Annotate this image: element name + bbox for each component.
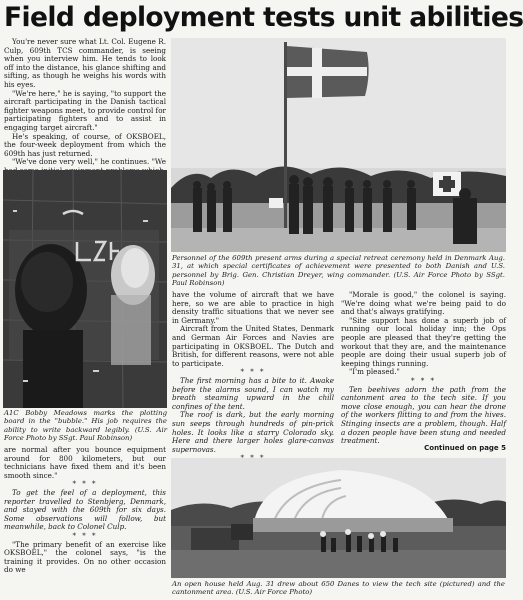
paragraph: "We've done very well," he continues. "We: [12, 157, 166, 167]
continued-on-page: Continued on page 5: [424, 444, 506, 452]
photo-plotting-board: [3, 170, 167, 408]
section-divider: * * *: [72, 531, 98, 540]
photo-left-caption: A1C Bobby Meadows marks the plotting board in the "bubble." His job requires the ability to write backward legibly. (U.S. Air Force Photo by SSgt. Paul Robinson): [4, 409, 167, 443]
paragraph: are normal after you bounce equipment around for 800 kilometers, but our technicians have fixed them and it's been smooth since.": [4, 445, 166, 480]
italic-paragraph: The first morning has a bite to it. Awake before the alarms sound, I can watch my breath steaming upward in the chill confines of the tent.: [172, 375, 334, 411]
paragraph: "Morale is good," the colonel is saying. "We're doing what we're being paid to do and that's always gratifying.: [341, 290, 506, 317]
column-3-text: [341, 291, 506, 445]
italic-paragraph: To get the feel of a deployment, this reporter travelled to Stenbjerg, Denmark, and stayed with the 609th for six days. Some observations will follow, but meanwhile, back to Colonel Culp.: [4, 487, 166, 532]
paragraph: "The primary benefit of an exercise like OKSBOEL," the colonel says, "is the training it provides. On no other occasion do we: [4, 539, 166, 575]
paragraph: He's speaking, of course, of OKSBOEL, the four-week deployment from which the 609th has just returned.: [4, 131, 166, 158]
column-2-text: [172, 291, 334, 455]
paragraph: "I'm pleased.": [349, 367, 400, 377]
paragraph: Aircraft from the United States, Denmark and German Air Forces and Navies are participating in OKSBOEL. The Dutch and British, for different reasons, were not able to participate.: [172, 324, 334, 368]
italic-paragraph: Ten beehives adorn the path from the cantonment area to the tech site. If you move close enough, you can hear the drone of the workers flitting to and from the hives. Stinging insects are a problem, though. Half a dozen people have been stung and needed treatment.: [341, 384, 506, 446]
paragraph: You're never sure what Lt. Col. Eugene R. Culp, 609th TCS commander, is seeing when you interview him. He tends to look off into the distance, his glance shifting and sifting, as though he weighs his words with his eyes.: [4, 37, 166, 89]
paragraph: "We're here," he is saying, "to support the aircraft participating in the Danish tactical fighter weapons meet, to provide control for participating fighters and to assist in engaging target aircraft.": [4, 88, 166, 132]
section-divider: * * *: [72, 480, 98, 489]
photo-tech-site: [171, 458, 506, 578]
headline: Field deployment tests unit abilities: [4, 2, 523, 33]
paragraph: "Site support has done a superb job of running our local holiday inn; the Ops people are pleased that they're getting the workout that they are, and the maintenance people are doing their usual superb job of keeping things running.: [341, 315, 506, 368]
danish-flag-icon: [287, 46, 369, 98]
italic-paragraph: The roof is dark, but the early morning sun seeps through hundreds of pin-prick holes. It looks like a starry Colorado sky. Here and there larger holes glare-canvas supernovas.: [172, 410, 334, 454]
photo-bottom-caption: An open house held Aug. 31 drew about 650 Danes to view the tech site (pictured) and the cantonment area. (U.S. Air Force Photo): [172, 580, 505, 597]
column-1-text: [4, 38, 166, 166]
photo-ceremony: [171, 38, 506, 252]
photo-top-caption: Personnel of the 609th present arms during a special retreat ceremony held in Denmark Aug. 31, at which special certificates of achievement were presented to both Danish and U.S. personnel by Brig. Gen. Christian Dreyer, wing commander. (U.S. Air Force Photo by SSgt. Paul Robinson): [172, 254, 505, 288]
section-divider: * * *: [411, 376, 436, 385]
section-divider: * * *: [240, 368, 266, 377]
paragraph: have the volume of aircraft that we have here, so we are able to practice in high density traffic situations that we never see in Germany.": [172, 290, 334, 325]
column-1-bottom-text: [4, 446, 166, 598]
